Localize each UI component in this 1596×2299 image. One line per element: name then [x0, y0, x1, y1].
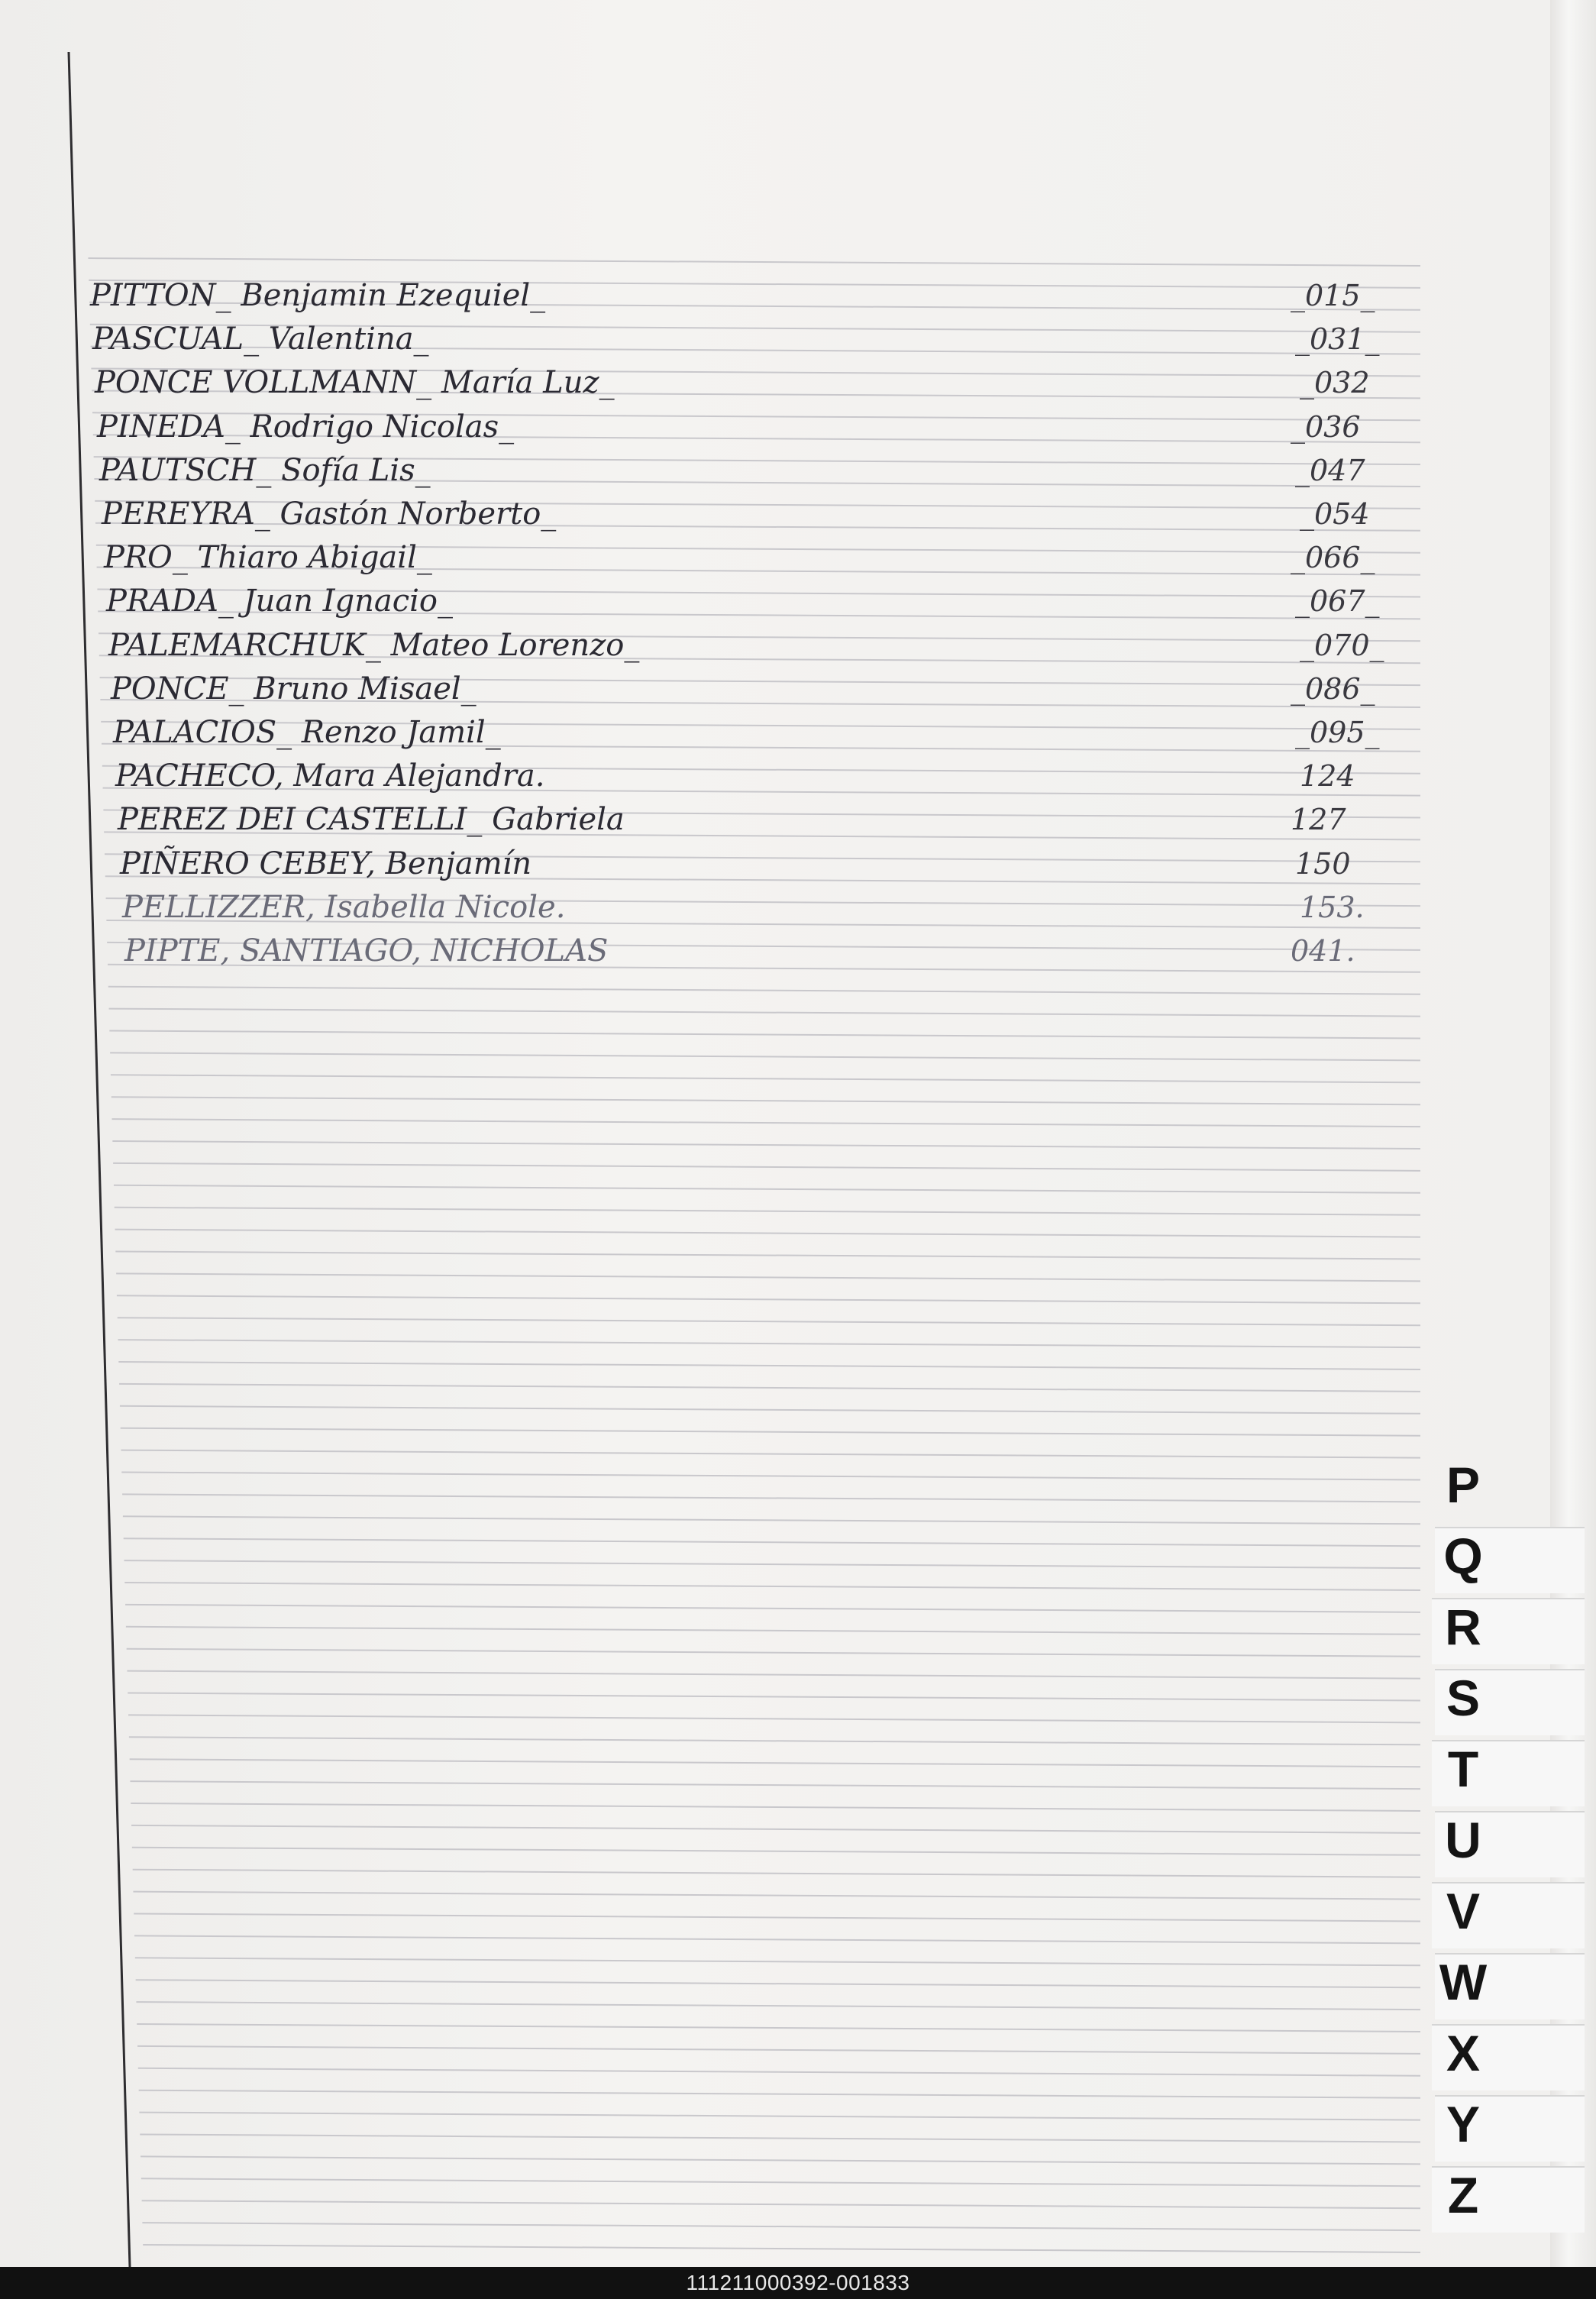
entry-name: PELLIZZER, Isabella Nicole.	[122, 889, 566, 925]
entry-number: _054	[1300, 497, 1370, 531]
ruled-line	[113, 1163, 1420, 1171]
ruled-line	[118, 1340, 1420, 1347]
index-tab-r[interactable]: R	[1445, 1599, 1481, 1655]
entry-name: PAUTSCH_ Sofía Lis_	[99, 452, 431, 488]
entry-name: PRADA_ Juan Ignacio_	[106, 584, 454, 619]
entry-number: _032	[1300, 366, 1370, 400]
ruled-line	[136, 1980, 1420, 1987]
entry-name: PEREZ DEI CASTELLI_ Gabriela	[118, 802, 625, 838]
index-tab-w[interactable]: W	[1439, 1954, 1488, 2010]
scan-id-text: 111211000392-001833	[686, 2271, 910, 2294]
ruled-line	[134, 1935, 1420, 1943]
ruled-line	[121, 1473, 1420, 1480]
entry-name: PRO_ Thiaro Abigail_	[104, 540, 432, 576]
ruled-line	[112, 1119, 1420, 1127]
ruled-line	[131, 1825, 1420, 1833]
ruled-line	[88, 258, 1420, 266]
ruled-line	[110, 1052, 1420, 1060]
ruled-line	[124, 1538, 1420, 1546]
ruled-line	[139, 2090, 1420, 2098]
ruled-line	[115, 1208, 1420, 1215]
ruled-line	[140, 2135, 1420, 2142]
ruled-line	[124, 1583, 1420, 1590]
ruled-line	[122, 1494, 1420, 1502]
ruled-line	[125, 1605, 1420, 1612]
ruled-line	[114, 1185, 1420, 1193]
ruled-line	[134, 1914, 1420, 1922]
ruled-line	[138, 2068, 1420, 2076]
entry-number: _036	[1291, 409, 1361, 444]
ruled-line	[139, 2113, 1420, 2120]
index-tab-s[interactable]: S	[1446, 1670, 1481, 1726]
ruled-line	[117, 1295, 1420, 1303]
entry-name: PEREYRA_ Gastón Norberto_	[102, 496, 557, 532]
ruled-line	[116, 1273, 1420, 1281]
entry-name: PITTON_ Benjamin Ezequiel_	[90, 278, 546, 313]
ruled-line	[130, 1759, 1420, 1767]
ruled-line	[121, 1450, 1420, 1458]
index-tab-q[interactable]: Q	[1443, 1528, 1483, 1584]
ruled-line	[137, 2046, 1420, 2054]
entry-number: _086_	[1291, 671, 1375, 706]
ruled-line	[121, 1428, 1420, 1436]
entry-name: PASCUAL_ Valentina_	[92, 322, 429, 357]
ruled-line	[115, 1252, 1420, 1259]
ruled-line	[130, 1781, 1420, 1789]
entry-number: 153.	[1300, 890, 1365, 924]
entry-number: _067_	[1295, 584, 1380, 619]
entry-name: PONCE VOLLMANN_ María Luz_	[95, 365, 615, 401]
ruled-line	[119, 1384, 1420, 1392]
entry-name: PONCE_ Bruno Misael_	[111, 671, 477, 707]
index-tab-p[interactable]: P	[1446, 1457, 1481, 1513]
entry-name: PACHECO, Mara Alejandra.	[115, 758, 545, 794]
entry-name: PALEMARCHUK_ Mateo Lorenzo_	[108, 627, 640, 663]
ruled-line	[118, 1318, 1420, 1325]
entry-number: 150	[1295, 846, 1351, 881]
scan-id-footer	[0, 2267, 1596, 2299]
index-tab-u[interactable]: U	[1445, 1812, 1481, 1868]
entry-number: 041.	[1291, 934, 1355, 968]
ruled-line	[109, 1009, 1420, 1017]
ruled-line	[133, 1870, 1420, 1877]
ruled-line	[131, 1803, 1420, 1811]
ruled-line	[142, 2223, 1420, 2230]
index-tab-y[interactable]: Y	[1446, 2096, 1481, 2152]
index-tab-t[interactable]: T	[1447, 1741, 1479, 1797]
ruled-line	[108, 987, 1420, 994]
ruled-line	[111, 1075, 1420, 1082]
index-tab-v[interactable]: V	[1446, 1883, 1481, 1939]
entry-number: _015_	[1291, 279, 1375, 312]
ruled-line	[127, 1649, 1420, 1657]
ruled-line	[128, 1693, 1420, 1701]
entry-number: 127	[1291, 803, 1346, 837]
ruled-line	[120, 1406, 1420, 1414]
ruled-line	[141, 2178, 1420, 2186]
ruled-line	[143, 2245, 1420, 2252]
ruled-line	[112, 1141, 1420, 1149]
entry-number: _095_	[1295, 716, 1380, 749]
entry-number: _031_	[1295, 322, 1380, 357]
entry-number: _066_	[1291, 541, 1375, 575]
ruled-line	[133, 1892, 1420, 1900]
entry-name: PALACIOS_ Renzo Jamil_	[113, 715, 501, 750]
ruled-line	[118, 1362, 1420, 1369]
ruled-line	[126, 1627, 1420, 1635]
ruled-line	[109, 1031, 1420, 1039]
ruled-line	[128, 1715, 1420, 1722]
ruled-line	[132, 1848, 1420, 1855]
ruled-line	[123, 1516, 1420, 1524]
ruled-line	[136, 2002, 1420, 2010]
ruled-line	[129, 1737, 1420, 1744]
index-tab-z[interactable]: Z	[1447, 2167, 1479, 2223]
index-tab-x[interactable]: X	[1446, 2025, 1481, 2081]
ruled-line	[115, 1230, 1420, 1237]
entry-name: PIPTE, SANTIAGO, NICHOLAS	[124, 933, 609, 968]
ruled-line	[135, 1958, 1420, 1965]
entry-name: PIÑERO CEBEY, Benjamín	[120, 846, 532, 881]
ruled-line	[137, 2024, 1420, 2032]
ruled-line	[127, 1671, 1420, 1679]
entry-name: PINEDA_ Rodrigo Nicolas_	[97, 409, 515, 445]
ruled-line	[141, 2156, 1420, 2164]
entry-number: 124	[1300, 759, 1355, 794]
entry-number: _047	[1295, 453, 1365, 487]
ruled-line	[124, 1560, 1420, 1568]
ruled-line	[142, 2200, 1420, 2208]
entry-number: _070_	[1300, 628, 1384, 662]
ruled-line	[111, 1097, 1420, 1104]
